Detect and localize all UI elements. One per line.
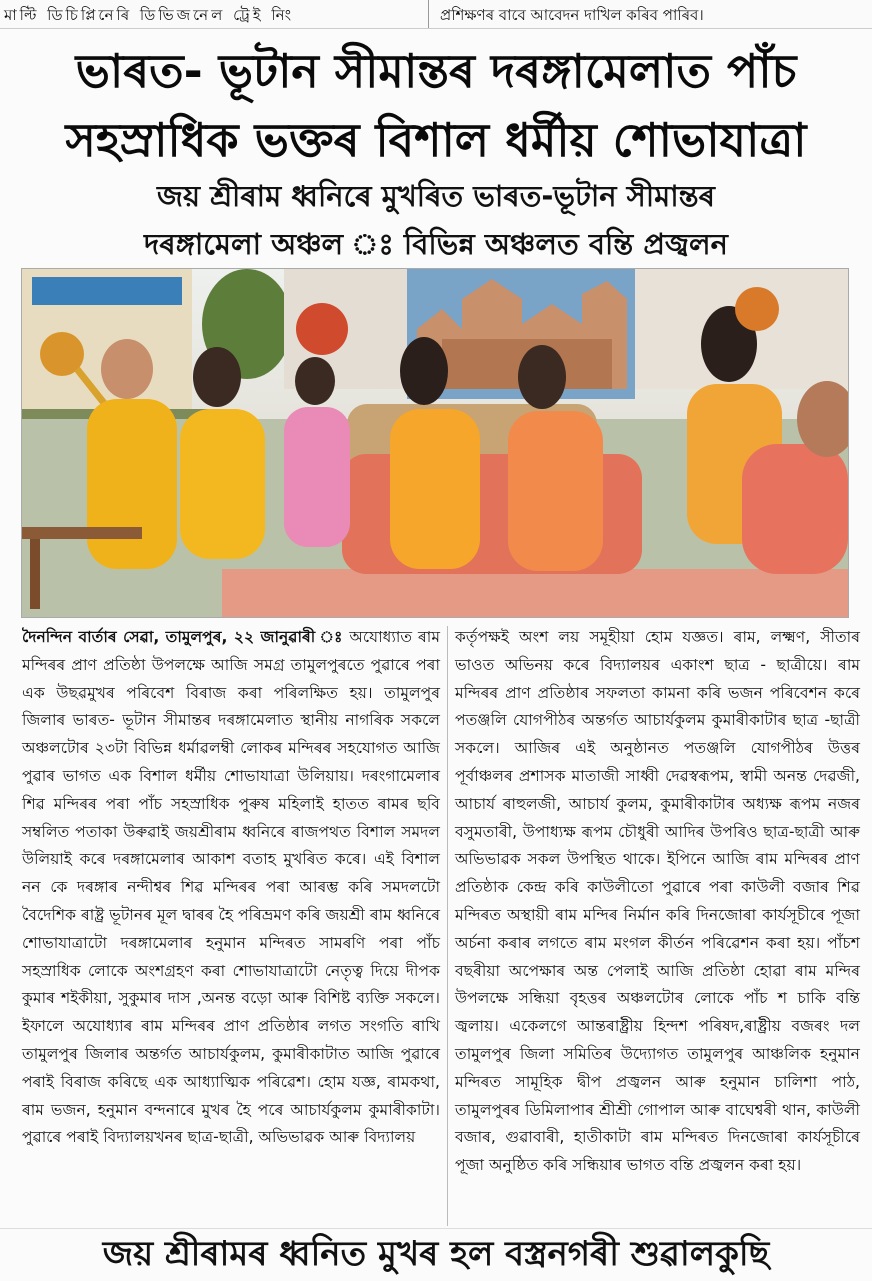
subheadline-line-2: দৰঙ্গামেলা অঞ্চল ঃ বিভিন্ন অঞ্চলত বন্তি প্ৰজ্বলন — [144, 227, 728, 261]
article-column-2 — [455, 624, 860, 1180]
article-body-column-2: কৰ্তৃপক্ষই অংশ লয় সমূহীয়া হোম যজ্ঞত। ৰাম, লক্ষ্মণ, সীতাৰ ভাওত অভিনয় কৰে বিদ্যালয়ৰ একাংশ ছাত্ৰ - ছাত্ৰীয়ে। ৰাম মন্দিৰৰ প্ৰাণ প্ৰতিষ্ঠাৰ সফলতা কামনা কৰি ভজন পৰিবেশন কৰে পতঞ্জলি যোগপীঠৰ অন্তৰ্গত আচাৰ্যকুলম কুমাৰীকাটাৰ ছাত্ৰ -ছাত্ৰী সকলে। আজিৰ এই অনুষ্ঠানত পতঞ্জলি যোগপীঠৰ উত্তৰ পূৰ্বাঞ্চলৰ প্ৰশাসক মাতাজী সাধ্বী দেৱস্বৰূপম, স্বামী অনন্ত দেৱজী, আচাৰ্য ৰাহুলজী, আচাৰ্য কুলম, কুমাৰীকাটাৰ অধ্যক্ষ ৰূপম নজৰ বসুমতাৰী, উপাধ্যক্ষ ৰূপম চৌধুৰী আদিৰ উপৰিও ছাত্ৰ-ছাত্ৰী আৰু অভিভাৱক সকল উপস্থিত থাকে। ইপিনে আজি ৰাম মন্দিৰৰ প্ৰাণ প্ৰতিষ্ঠাক কেন্দ্ৰ কৰি কাউলীতো পুৱাৰে পৰা কাউলী বজাৰ শিৱ মন্দিৰত অস্থায়ী ৰাম মন্দিৰ নিৰ্মান কৰি দিনজোৰা কাৰ্যসূচীৰে পূজা অৰ্চনা কৰাৰ লগতে ৰাম মংগল কীৰ্তন পৰিৱেশন কৰা হয়। পাঁচশ বছৰীয়া অপেক্ষাৰ অন্ত পেলাই আজি প্ৰতিষ্ঠা হোৱা ৰাম মন্দিৰ উপলক্ষে সন্ধিয়া বৃহত্তৰ অঞ্চলটোৰ লোকে পাঁচ শ চাকি বন্তি জ্বলায়। একেলগে আন্তৰাষ্ট্ৰীয় হিন্দশ পৰিষদ,ৰাষ্ট্ৰীয় বজৰং দল তামুলপুৰ জিলা সমিতিৰ উদ্যোগত তামুলপুৰ আঞ্চলিক হনুমান মন্দিৰত সামূহিক দ্বীপ প্ৰজ্বলন আৰু হনুমান চালিশা পাঠ, তামুলপুৰৰ ডিমিলাপাৰ শ্ৰীশ্ৰী গোপাল আৰু বাঘেশ্বৰী থান, কাউলী বজাৰ, গুৱাবাৰী, হাতীকাটা ৰাম মন্দিৰত দিনজোৰা কাৰ্যসূচীৰে পূজা অনুষ্ঠিত কৰি সন্ধিয়াৰ ভাগত বন্তি প্ৰজ্বলন কৰা হয়। — [455, 628, 860, 1175]
previous-article-strip — [0, 0, 872, 29]
article-body-column-1: অযোধ্যাত ৰাম মন্দিৰৰ প্ৰাণ প্ৰতিষ্ঠা উপলক্ষে আজি সমগ্ৰ তামুলপুৰতে পুৱাৰে পৰা এক উছৱমুখৰ পৰিবেশ বিৰাজ কৰা পৰিলক্ষিত হয়। তামুলপুৰ জিলাৰ ভাৰত- ভূটান সীমান্তৰ দৰঙ্গামেলাত স্থানীয় নাগৰিক সকলে অঞ্চলটোৰ ২৩টা বিভিন্ন ধৰ্মাৱলম্বী লোকৰ মন্দিৰৰ সহযোগত আজি পুৱাৰ ভাগত এক বিশাল ধৰ্মীয় শোভাযাত্ৰা উলিয়ায়। দৰংগামেলাৰ শিৱ মন্দিৰৰ পৰা পাঁচ সহস্ৰাধিক পুৰুষ মহিলাই হাতত ৰামৰ ছবি সম্বলিত পতাকা উৰুৱাই জয়শ্ৰীৰাম ধ্বনিৰে ৰাজপথত বিশাল সমদল উলিয়াই কৰে দৰঙ্গামেলাৰ আকাশ বতাহ মুখৰিত কৰে। এই বিশাল নন কে দৰঙ্গাৰ নন্দীশ্বৰ শিৱ মন্দিৰৰ পৰা আৰম্ভ কৰি সমদলটো বৈদেশিক ৰাষ্ট্ৰ ভূটানৰ মূল দ্বাৰৰ হৈ পৰিভ্ৰমণ কৰি জয়শ্ৰী ৰাম ধ্বনিৰে শোভাযাত্ৰাটো দৰঙ্গামেলাৰ হনুমান মন্দিৰত সামৰণি পৰা পাঁচ সহস্ৰাধিক লোকে অংশগ্ৰহণ কৰা শোভাযাত্ৰাটো নেতৃত্ব দিয়ে দীপক কুমাৰ শইকীয়া, সুকুমাৰ দাস ,অনন্ত বড়ো আৰু বিশিষ্ট ব্যক্তি সকলে। ইফালে অযোধ্যাৰ ৰাম মন্দিৰৰ প্ৰাণ প্ৰতিষ্ঠাৰ লগত সংগতি ৰাখি তামুলপুৰ জিলাৰ অন্তৰ্গত আচাৰ্যকুলম, কুমাৰীকাটাত আজি পুৱাৰে পৰাই বিৰাজ কৰিছে এক আধ্যাত্মিক পৰিৱেশ। হোম যজ্ঞ, ৰামকথা, ৰাম ভজন, হনুমান বন্দনাৰে মুখৰ হৈ পৰে আচাৰ্যকুলম কুমাৰীকাটা। পুৱাৰে পৰাই বিদ্যালয়খনৰ ছাত্ৰ-ছাত্ৰী, অভিভাৱক আৰু বিদ্যালয় — [22, 628, 440, 1147]
subheadline-line-1: জয় শ্ৰীৰাম ধ্বনিৰে মুখৰিত ভাৰত-ভূটান সীমান্তৰ — [157, 179, 715, 213]
column-divider — [447, 626, 448, 1226]
article-column-1 — [22, 624, 440, 1152]
next-article-headline: জয় শ্ৰীৰামৰ ধ্বনিত মুখৰ হল বস্ত্ৰনগৰী শুৱালকুছি — [0, 1228, 872, 1281]
article-photo — [21, 268, 849, 618]
headline-line-1: ভাৰত- ভূটান সীমান্তৰ দৰঙ্গামেলাত পাঁচ — [75, 44, 797, 98]
previous-article-text-left: মাল্টি ডিচিপ্লিনেৰি ডিভিজনেল ট্ৰেই নিং — [4, 6, 295, 24]
previous-article-text-right: প্ৰশিক্ষণৰ বাবে আবেদন দাখিল কৰিব পাৰিব। — [440, 6, 704, 24]
dateline: দৈনন্দিন বাৰ্তাৰ সেৱা, তামুলপুৰ, ২২ জানুৱাৰী ঃ — [22, 628, 344, 646]
column-rule — [428, 0, 429, 28]
procession-photo-illustration — [22, 269, 848, 617]
headline-line-2: সহস্ৰাধিক ভক্তৰ বিশাল ধৰ্মীয় শোভাযাত্ৰা — [65, 113, 807, 167]
